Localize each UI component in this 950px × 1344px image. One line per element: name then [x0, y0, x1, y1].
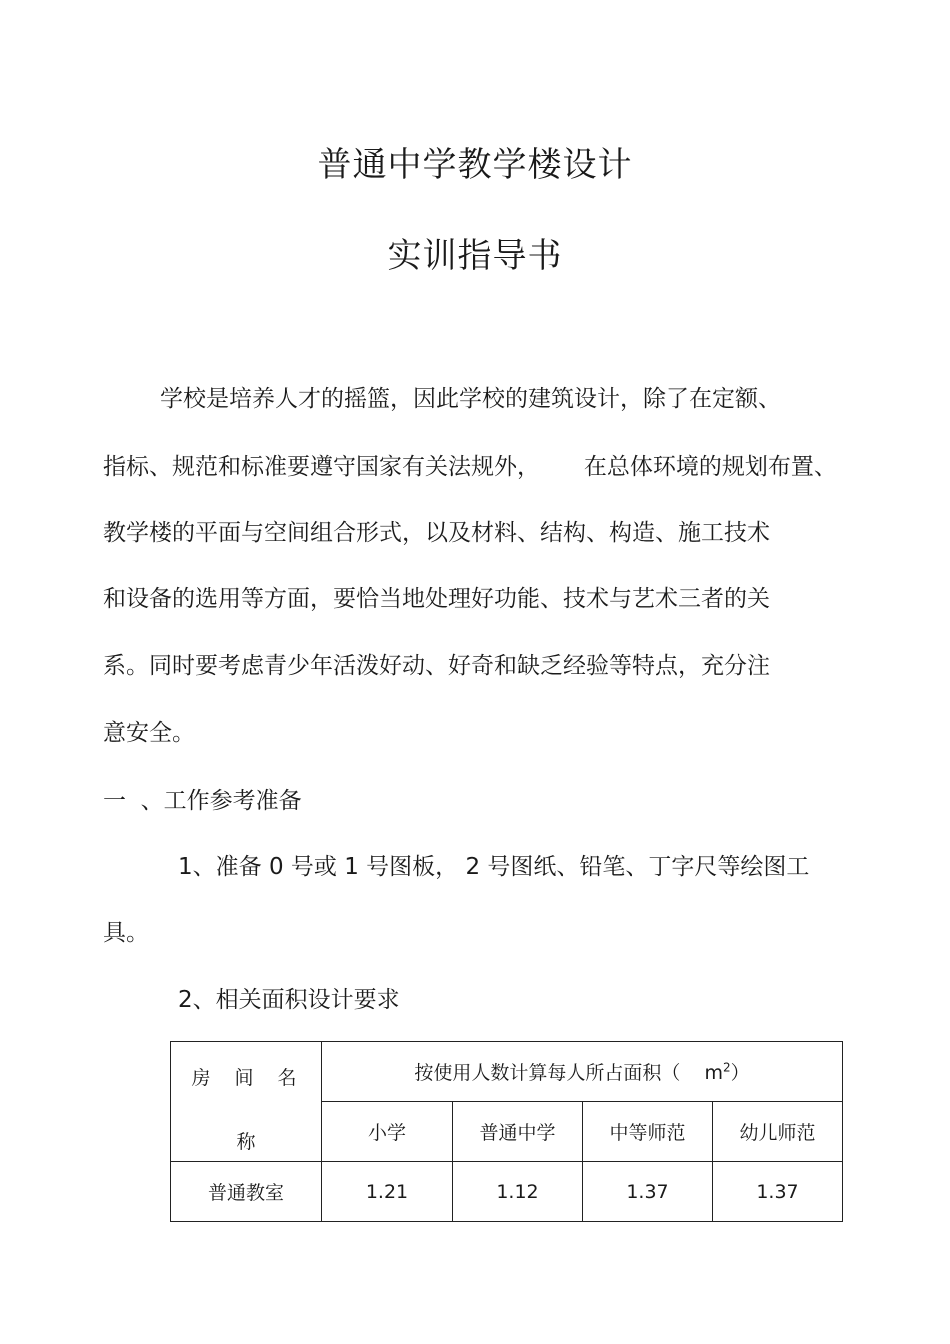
area-requirements-table: [170, 1041, 843, 1222]
value-cell: 1.37: [583, 1162, 713, 1222]
area-header-sup: 2: [723, 1060, 731, 1075]
column-header: 中等师范: [583, 1102, 713, 1162]
table-row: [171, 1162, 843, 1222]
intro-line-2: 指标、规范和标准要遵守国家有关法规外， 在总体环境的规划布置、: [103, 454, 837, 480]
intro-line-4: 和设备的选用等方面，要恰当地处理好功能、技术与艺术三者的关: [103, 586, 770, 612]
value-cell: 1.21: [322, 1162, 453, 1222]
room-name-cell: 普通教室: [171, 1162, 322, 1222]
document-title: 普通中学教学楼设计: [317, 145, 633, 185]
intro-line-1: 学校是培养人才的摇篮，因此学校的建筑设计，除了在定额、: [160, 386, 781, 412]
area-header-close: ）: [730, 1062, 750, 1084]
column-header: 幼儿师范: [713, 1102, 843, 1162]
column-header: 小学: [322, 1102, 453, 1162]
area-per-person-header: [322, 1042, 843, 1102]
room-name-header-line-1: 房间名: [191, 1067, 321, 1089]
area-header-text: 按使用人数计算每人所占面积（ m: [414, 1062, 724, 1084]
item-1-line-2: 具。: [103, 920, 149, 946]
table-header-row: [171, 1042, 843, 1102]
item-1-line-1: 1、准备 0 号或 1 号图板， 2 号图纸、铅笔、丁字尺等绘图工: [178, 854, 810, 880]
room-name-header: [171, 1042, 322, 1162]
intro-line-5: 系。同时要考虑青少年活泼好动、好奇和缺乏经验等特点，充分注: [103, 653, 770, 679]
column-header: 普通中学: [453, 1102, 583, 1162]
room-name-header-line-2: 称: [236, 1131, 256, 1153]
value-cell: 1.37: [713, 1162, 843, 1222]
value-cell: 1.12: [453, 1162, 583, 1222]
intro-line-3: 教学楼的平面与空间组合形式，以及材料、结构、构造、施工技术: [103, 520, 770, 546]
document-subtitle: 实训指导书: [387, 236, 563, 276]
intro-line-6: 意安全。: [103, 720, 195, 746]
item-2: 2、相关面积设计要求: [178, 987, 400, 1013]
section-heading: 一 、工作参考准备: [103, 788, 302, 814]
